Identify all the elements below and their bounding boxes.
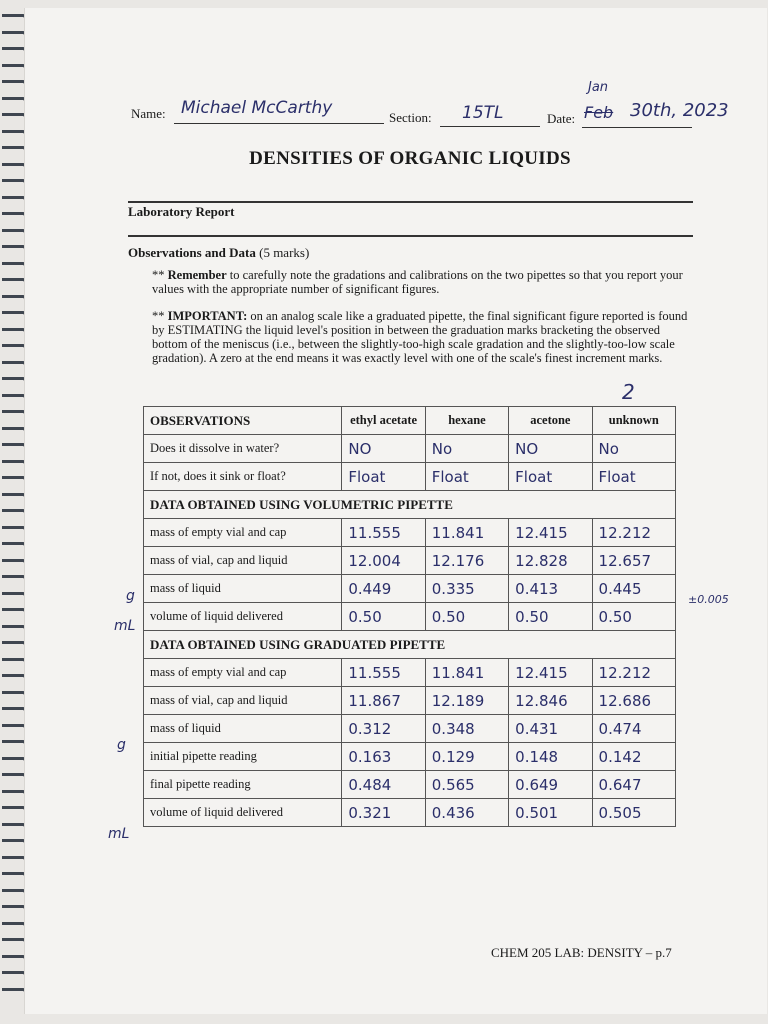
graduated-cell: 0.474	[592, 715, 675, 743]
obs-heading: Observations and Data	[128, 245, 256, 260]
volumetric-row	[144, 519, 676, 547]
date-correction: Jan	[588, 80, 609, 95]
volumetric-row-label: mass of empty vial and cap	[144, 519, 342, 547]
important-bold: IMPORTANT:	[167, 309, 248, 323]
volumetric-cell: 0.445	[592, 575, 675, 603]
graduated-row	[144, 771, 676, 799]
graduated-cell: 11.841	[425, 659, 508, 687]
observation-row-label: If not, does it sink or float?	[144, 463, 342, 491]
name-underline	[174, 123, 384, 124]
volumetric-row	[144, 603, 676, 631]
volumetric-cell: 12.004	[342, 547, 425, 575]
observation-cell: No	[592, 435, 675, 463]
volumetric-cell: 0.50	[509, 603, 592, 631]
divider-top	[128, 201, 693, 203]
volumetric-row-label: mass of vial, cap and liquid	[144, 547, 342, 575]
margin-unit-ml-2: mL	[108, 826, 130, 842]
margin-uncertainty: ±0.005	[688, 593, 729, 606]
volumetric-cell: 11.555	[342, 519, 425, 547]
graduated-cell: 12.846	[509, 687, 592, 715]
graduated-row-label: final pipette reading	[144, 771, 342, 799]
graduated-cell: 12.686	[592, 687, 675, 715]
observation-cell: NO	[342, 435, 425, 463]
divider-bottom	[128, 235, 693, 237]
volumetric-cell: 0.50	[342, 603, 425, 631]
graduated-row	[144, 687, 676, 715]
volumetric-cell: 0.50	[425, 603, 508, 631]
volumetric-cell: 11.841	[425, 519, 508, 547]
volumetric-cell: 0.413	[509, 575, 592, 603]
graduated-cell: 0.321	[342, 799, 425, 827]
observations-table	[143, 406, 676, 827]
important-note	[152, 309, 697, 365]
name-label: Name:	[131, 106, 166, 121]
graduated-row-label: initial pipette reading	[144, 743, 342, 771]
graduated-row-label: mass of liquid	[144, 715, 342, 743]
volumetric-cell: 0.449	[342, 575, 425, 603]
unknown-number: 2	[622, 380, 635, 404]
header-acetone: acetone	[509, 407, 592, 435]
observation-cell: No	[425, 435, 508, 463]
graduated-cell: 0.129	[425, 743, 508, 771]
report-label: Laboratory Report	[128, 204, 235, 219]
remember-note	[152, 268, 697, 296]
volumetric-row	[144, 547, 676, 575]
volumetric-row	[144, 575, 676, 603]
observation-row	[144, 463, 676, 491]
graduated-row-label: mass of vial, cap and liquid	[144, 687, 342, 715]
page-title: DENSITIES OF ORGANIC LIQUIDS	[249, 148, 571, 169]
page-footer: CHEM 205 LAB: DENSITY – p.7	[491, 945, 672, 960]
graduated-cell: 0.348	[425, 715, 508, 743]
volumetric-cell: 12.828	[509, 547, 592, 575]
volumetric-section-row	[144, 491, 676, 519]
graduated-cell: 0.484	[342, 771, 425, 799]
volumetric-cell: 12.415	[509, 519, 592, 547]
date-underline	[582, 127, 692, 128]
graduated-cell: 0.436	[425, 799, 508, 827]
observation-cell: Float	[425, 463, 508, 491]
graduated-cell: 0.649	[509, 771, 592, 799]
graduated-cell: 0.142	[592, 743, 675, 771]
observation-row-label: Does it dissolve in water?	[144, 435, 342, 463]
margin-unit-ml-1: mL	[114, 618, 136, 634]
volumetric-row-label: volume of liquid delivered	[144, 603, 342, 631]
section-value: 15TL	[462, 103, 504, 123]
graduated-row-label: volume of liquid delivered	[144, 799, 342, 827]
margin-unit-g-2: g	[117, 737, 126, 753]
volumetric-cell: 12.657	[592, 547, 675, 575]
volumetric-cell: 0.335	[425, 575, 508, 603]
graduated-row	[144, 743, 676, 771]
observation-cell: Float	[592, 463, 675, 491]
observation-row	[144, 435, 676, 463]
date-value: 30th, 2023	[630, 100, 729, 121]
graduated-cell: 0.505	[592, 799, 675, 827]
graduated-row	[144, 799, 676, 827]
graduated-cell: 0.647	[592, 771, 675, 799]
volumetric-cell: 12.176	[425, 547, 508, 575]
section-label: Section:	[389, 110, 432, 125]
remember-bold: Remember	[167, 268, 227, 282]
note-prefix-2: **	[152, 309, 165, 323]
graduated-cell: 0.431	[509, 715, 592, 743]
header-unknown: unknown	[592, 407, 675, 435]
graduated-title: DATA OBTAINED USING GRADUATED PIPETTE	[144, 631, 676, 659]
graduated-cell: 12.212	[592, 659, 675, 687]
graduated-row	[144, 659, 676, 687]
graduated-cell: 12.415	[509, 659, 592, 687]
graduated-cell: 11.867	[342, 687, 425, 715]
volumetric-cell: 0.50	[592, 603, 675, 631]
important-text: on an analog scale like a graduated pipette, the final significant figure reported is found by ESTIMATING the liquid level's position in between the graduation marks bracketing the observed bottom of the meniscus (i.e., between the slightly-too-high scale gradation and the slightly-too-low scale gradation). A zero at the end means it was exactly level with one of the scale's finest increment marks.	[152, 309, 688, 365]
volumetric-row-label: mass of liquid	[144, 575, 342, 603]
obs-heading-line	[128, 245, 309, 261]
note-prefix-1: **	[152, 268, 165, 282]
observation-cell: NO	[509, 435, 592, 463]
date-label: Date:	[547, 111, 576, 126]
volumetric-cell: 12.212	[592, 519, 675, 547]
graduated-cell: 11.555	[342, 659, 425, 687]
graduated-cell: 0.163	[342, 743, 425, 771]
header-observations: OBSERVATIONS	[144, 407, 342, 435]
graduated-row	[144, 715, 676, 743]
observation-cell: Float	[509, 463, 592, 491]
volumetric-title: DATA OBTAINED USING VOLUMETRIC PIPETTE	[144, 491, 676, 519]
graduated-cell: 12.189	[425, 687, 508, 715]
name-value: Michael McCarthy	[181, 98, 333, 118]
graduated-cell: 0.148	[509, 743, 592, 771]
graduated-cell: 0.565	[425, 771, 508, 799]
section-underline	[440, 126, 540, 127]
margin-unit-g-1: g	[126, 588, 135, 604]
table-header-row	[144, 407, 676, 435]
observation-cell: Float	[342, 463, 425, 491]
graduated-section-row	[144, 631, 676, 659]
graduated-row-label: mass of empty vial and cap	[144, 659, 342, 687]
remember-text: to carefully note the gradations and calibrations on the two pipettes so that you report your values with the appropriate number of significant figures.	[152, 268, 683, 296]
date-struck: Feb	[584, 103, 614, 122]
graduated-cell: 0.312	[342, 715, 425, 743]
header-ethyl-acetate: ethyl acetate	[342, 407, 425, 435]
obs-marks: (5 marks)	[259, 245, 310, 260]
graduated-cell: 0.501	[509, 799, 592, 827]
header-hexane: hexane	[425, 407, 508, 435]
